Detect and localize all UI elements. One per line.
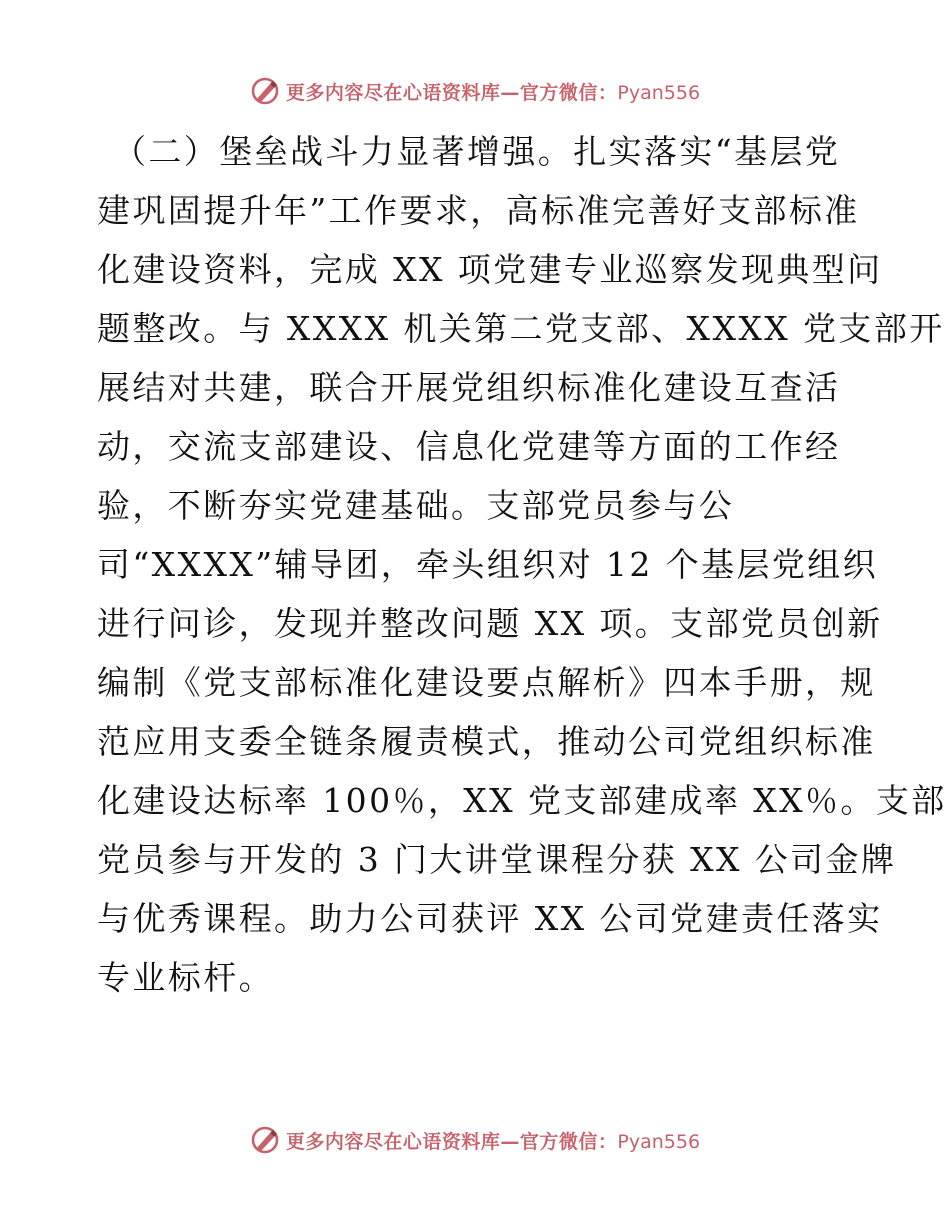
paragraph-line: 进行问诊，发现并整改问题 XX 项。支部党员创新 (97, 604, 883, 643)
watermark-label: 更多内容尽在心语资料库—官方微信： (285, 81, 618, 104)
watermark-text (286, 78, 700, 105)
watermark-wechat-id: Pyan556 (617, 81, 701, 104)
header-watermark (0, 71, 950, 111)
paragraph-line: 展结对共建，联合开展党组织标准化建设互查活 (97, 368, 841, 407)
pen-logo-icon (250, 76, 280, 106)
paragraph-line: 化建设达标率 100％，XX 党支部建成率 XX％。支部 (97, 781, 947, 820)
paragraph-line: 专业标杆。 (97, 958, 274, 997)
watermark-wechat-id: Pyan556 (617, 1130, 701, 1153)
paragraph-line: 验，不断夯实党建基础。支部党员参与公 (97, 486, 735, 525)
paragraph-line: 与优秀课程。助力公司获评 XX 公司党建责任落实 (97, 899, 883, 938)
paragraph-line: 动，交流支部建设、信息化党建等方面的工作经 (97, 427, 841, 466)
footer-watermark (0, 1120, 950, 1160)
paragraph-line: 范应用支委全链条履责模式，推动公司党组织标准 (97, 722, 876, 761)
watermark-text (286, 1127, 700, 1154)
paragraph-line: （二）堡垒战斗力显著增强。扎实落实“基层党 (113, 132, 841, 171)
body-paragraph (97, 122, 947, 1007)
paragraph-line: 司“XXXX”辅导团，牵头组织对 12 个基层党组织 (97, 545, 879, 584)
paragraph-line: 化建设资料，完成 XX 项党建专业巡察发现典型问 (97, 250, 883, 289)
paragraph-line: 党员参与开发的 3 门大讲堂课程分获 XX 公司金牌 (97, 840, 897, 879)
paragraph-line: 编制《党支部标准化建设要点解析》四本手册，规 (97, 663, 876, 702)
paragraph-line: 建巩固提升年”工作要求，高标准完善好支部标准 (97, 191, 860, 230)
watermark-label: 更多内容尽在心语资料库—官方微信： (285, 1130, 618, 1153)
paragraph-line: 题整改。与 XXXX 机关第二党支部、XXXX 党支部开 (97, 309, 945, 348)
pen-logo-icon (250, 1125, 280, 1155)
